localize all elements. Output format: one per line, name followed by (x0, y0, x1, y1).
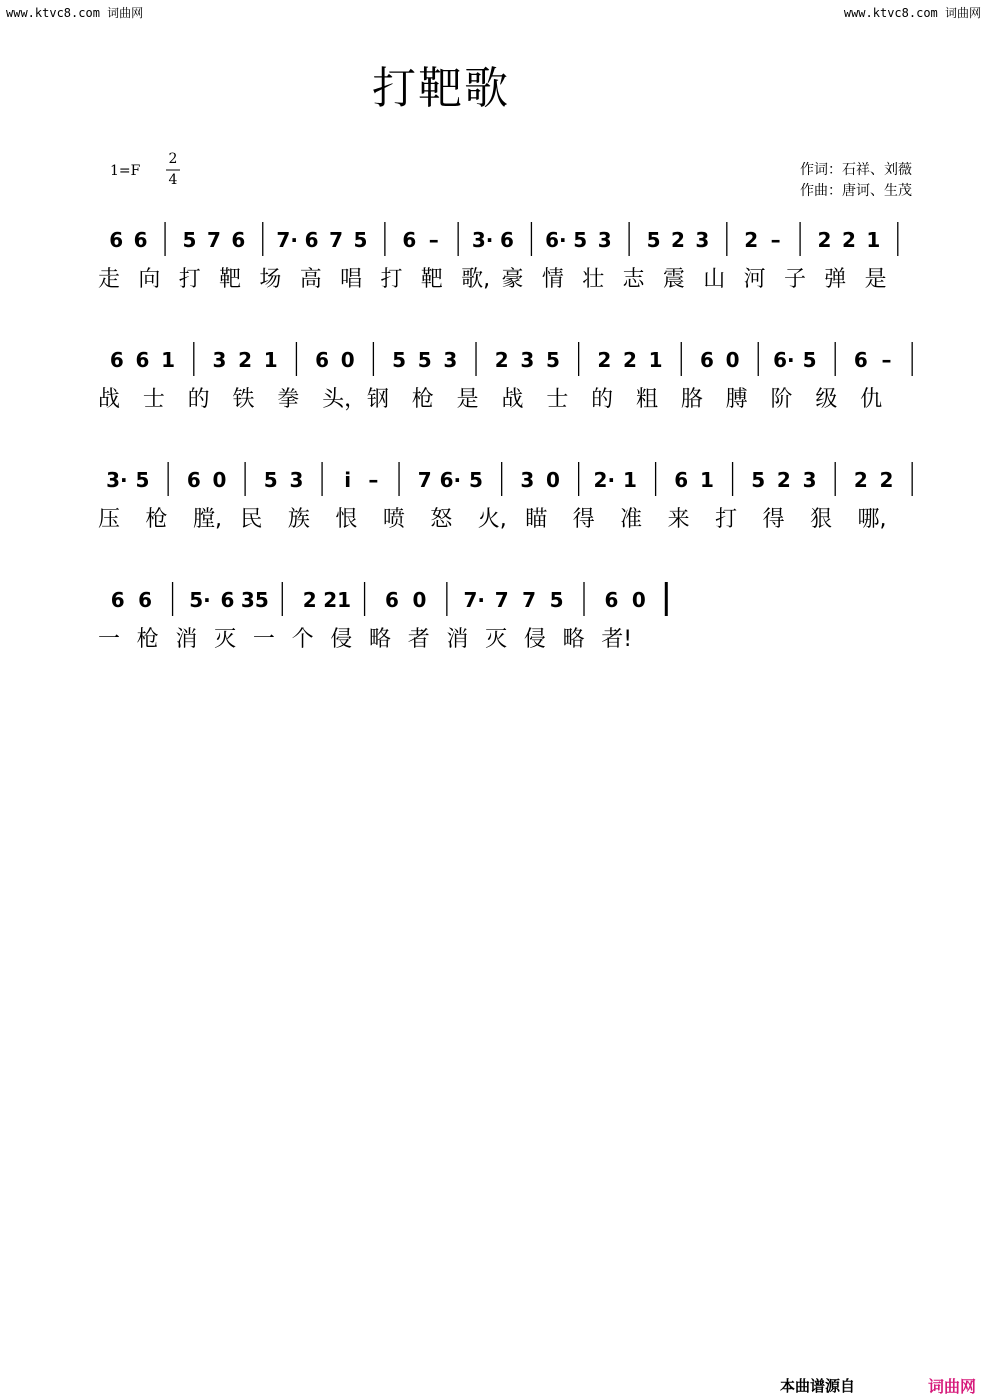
lyric-char: 胳 (680, 387, 703, 412)
note: 3 (443, 348, 458, 372)
lyric-char: 震 (662, 267, 685, 292)
score-line-4 (0, 580, 989, 700)
lyric-char: 喷 (382, 507, 405, 532)
note: 6 (500, 228, 514, 252)
lyric-char: 枪 (145, 507, 168, 532)
lyrics-line-2 (0, 382, 989, 412)
lyrics-line-4 (0, 622, 989, 652)
note: 2 (622, 348, 637, 372)
lyric-char: 场 (259, 267, 282, 292)
note: 7 (494, 588, 509, 612)
note: 2· (593, 468, 616, 492)
key-signature: 1=F (110, 163, 141, 179)
lyric-char: 火, (477, 507, 507, 532)
lyric-char: 一 (252, 627, 275, 652)
lyric-char: 得 (572, 507, 595, 532)
footer-source: 本曲谱源自 (780, 1377, 856, 1395)
time-signature-top: 2 (168, 151, 178, 167)
note: 5 (469, 468, 483, 492)
lyric-char: 个 (291, 627, 314, 652)
note: 5 (263, 468, 278, 492)
note: 0 (212, 468, 227, 492)
extension-dash: – (428, 228, 439, 252)
lyric-char: 阶 (770, 387, 793, 412)
lyric-char: 者! (601, 627, 633, 652)
score-line-3 (0, 460, 989, 580)
note: 6 (135, 348, 150, 372)
note: 7 (522, 588, 537, 612)
note: 1 (263, 348, 278, 372)
lyric-char: 压 (98, 507, 121, 532)
note: 2 (597, 348, 612, 372)
note: 1 (648, 348, 663, 372)
note: 6 (231, 228, 246, 252)
lyric-char: 膊 (725, 387, 748, 412)
note: 1 (622, 468, 637, 492)
note: 0 (631, 588, 646, 612)
lyric-char: 山 (703, 267, 726, 292)
lyric-char: 打 (715, 507, 738, 532)
lyric-char: 灭 (214, 627, 237, 652)
extension-dash: – (881, 348, 892, 372)
lyric-char: 枪 (136, 627, 159, 652)
score-line-2 (0, 340, 989, 460)
note: 5 (135, 468, 150, 492)
lyric-char: 族 (287, 507, 310, 532)
lyric-char: 哪, (857, 507, 887, 532)
note: 0 (546, 468, 560, 492)
lyric-char: 河 (743, 267, 766, 292)
lyric-char: 膛, (192, 507, 222, 532)
lyric-char: 的 (591, 387, 614, 412)
note: 6 (304, 228, 319, 252)
footer-logo: 词曲网 (928, 1377, 977, 1396)
note: 35 (240, 588, 269, 612)
note: 5 (392, 348, 407, 372)
note: 6 (110, 588, 125, 612)
note: 5 (182, 228, 197, 252)
extension-dash: – (770, 228, 781, 252)
credits (800, 160, 912, 202)
lyric-char: 粗 (636, 387, 659, 412)
lyric-char: 高 (299, 267, 322, 292)
note: 5· (189, 588, 211, 612)
lyric-char: 怒 (430, 507, 453, 532)
lyric-char: 靶 (219, 267, 242, 292)
lyrics-line-3 (0, 502, 989, 532)
note: 0 (340, 348, 355, 372)
note: 6· (545, 228, 567, 252)
note: 7 (329, 228, 343, 252)
note: i (344, 468, 352, 492)
lyric-char: 铁 (232, 387, 255, 412)
note: 5 (751, 468, 766, 492)
lyric-char: 侵 (330, 627, 353, 652)
lyric-char: 士 (546, 387, 569, 412)
note: 6 (402, 228, 417, 252)
note: 3· (106, 468, 128, 492)
lyric-char: 得 (762, 507, 785, 532)
lyric-char: 弹 (824, 267, 847, 292)
note: 6 (186, 468, 201, 492)
time-signature-bottom: 4 (168, 172, 178, 188)
note: 2 (494, 348, 509, 372)
lyric-char: 仇 (860, 387, 883, 412)
lyric-char: 壮 (582, 267, 605, 292)
note: 6 (133, 228, 148, 252)
lyric-char: 消 (446, 627, 469, 652)
note: 3 (695, 228, 710, 252)
note: 2 (302, 588, 317, 612)
note: 5 (546, 348, 560, 372)
note: 6 (385, 588, 399, 612)
note: 7· (276, 228, 298, 252)
lyric-char: 者 (407, 627, 430, 652)
lyric-char: 战 (98, 387, 121, 412)
note: 6 (699, 348, 714, 372)
lyric-char: 的 (187, 387, 210, 412)
note: 2 (238, 348, 253, 372)
lyric-char: 拳 (277, 387, 300, 412)
time-signature (166, 150, 180, 190)
score-line-1 (0, 220, 989, 340)
note: 2 (817, 228, 832, 252)
note: 5 (353, 228, 368, 252)
lyrics-line-1 (0, 262, 989, 292)
note: 5 (549, 588, 564, 612)
note: 3 (520, 348, 535, 372)
note: 5 (573, 228, 588, 252)
note: 7 (417, 468, 432, 492)
lyric-char: 略 (369, 627, 392, 652)
lyric-char: 唱 (340, 267, 363, 292)
composer-credit: 作曲：唐诃、生茂 (800, 183, 912, 199)
note: 0 (412, 588, 427, 612)
lyric-char: 狠 (810, 507, 833, 532)
lyric-char: 豪 (501, 267, 524, 292)
lyric-char: 一 (98, 627, 121, 652)
lyric-char: 打 (178, 267, 201, 292)
lyric-char: 打 (380, 267, 403, 292)
lyric-char: 士 (142, 387, 165, 412)
note: 2 (879, 468, 894, 492)
lyric-char: 灭 (485, 627, 508, 652)
lyric-char: 瞄 (525, 507, 548, 532)
note: 5 (802, 348, 817, 372)
note: 3· (471, 228, 494, 252)
lyric-char: 略 (562, 627, 585, 652)
note: 2 (671, 228, 685, 252)
lyric-char: 恨 (335, 507, 358, 532)
lyric-char: 战 (501, 387, 524, 412)
lyric-char: 准 (620, 507, 643, 532)
lyric-char: 是 (456, 387, 479, 412)
lyric-char: 级 (815, 387, 838, 412)
note: 6 (220, 588, 235, 612)
note: 1 (866, 228, 881, 252)
note: 6 (109, 228, 124, 252)
note: 6 (853, 348, 868, 372)
lyric-char: 枪 (411, 387, 434, 412)
note: 7 (206, 228, 221, 252)
lyric-char: 侵 (523, 627, 546, 652)
lyric-char: 来 (667, 507, 690, 532)
lyric-char: 是 (864, 267, 887, 292)
lyric-char: 志 (622, 267, 645, 292)
lyric-char: 靶 (420, 267, 443, 292)
note: 1 (161, 348, 176, 372)
note: 6· (773, 348, 795, 372)
note: 2 (853, 468, 868, 492)
note: 6 (315, 348, 330, 372)
lyric-char: 钢 (367, 387, 390, 412)
extension-dash: – (368, 468, 379, 492)
note: 6 (109, 348, 124, 372)
note: 3 (802, 468, 817, 492)
lyric-char: 向 (138, 267, 161, 292)
note: 7· (463, 588, 486, 612)
note: 2 (744, 228, 759, 252)
watermark-left: www.ktvc8.com 词曲网 (6, 6, 144, 20)
note: 21 (323, 588, 352, 612)
lyric-char: 消 (175, 627, 198, 652)
note: 6 (138, 588, 153, 612)
note: 3 (289, 468, 304, 492)
song-title: 打靶歌 (372, 63, 510, 114)
lyric-char: 情 (541, 267, 564, 292)
note: 3 (597, 228, 612, 252)
note: 3 (520, 468, 535, 492)
note: 2 (841, 228, 856, 252)
note: 6· (439, 468, 462, 492)
note: 2 (776, 468, 791, 492)
note: 5 (417, 348, 432, 372)
lyric-char: 歌, (461, 267, 491, 292)
watermark-right: www.ktvc8.com 词曲网 (843, 6, 981, 20)
lyric-char: 子 (783, 267, 806, 292)
lyric-char: 走 (98, 267, 121, 292)
note: 6 (604, 588, 619, 612)
lyric-char: 民 (240, 507, 263, 532)
note: 0 (725, 348, 740, 372)
note: 6 (674, 468, 689, 492)
note: 3 (212, 348, 227, 372)
note: 1 (699, 468, 714, 492)
lyricist-credit: 作词：石祥、刘薇 (800, 162, 912, 178)
lyric-char: 头， (322, 387, 367, 412)
note: 5 (646, 228, 661, 252)
